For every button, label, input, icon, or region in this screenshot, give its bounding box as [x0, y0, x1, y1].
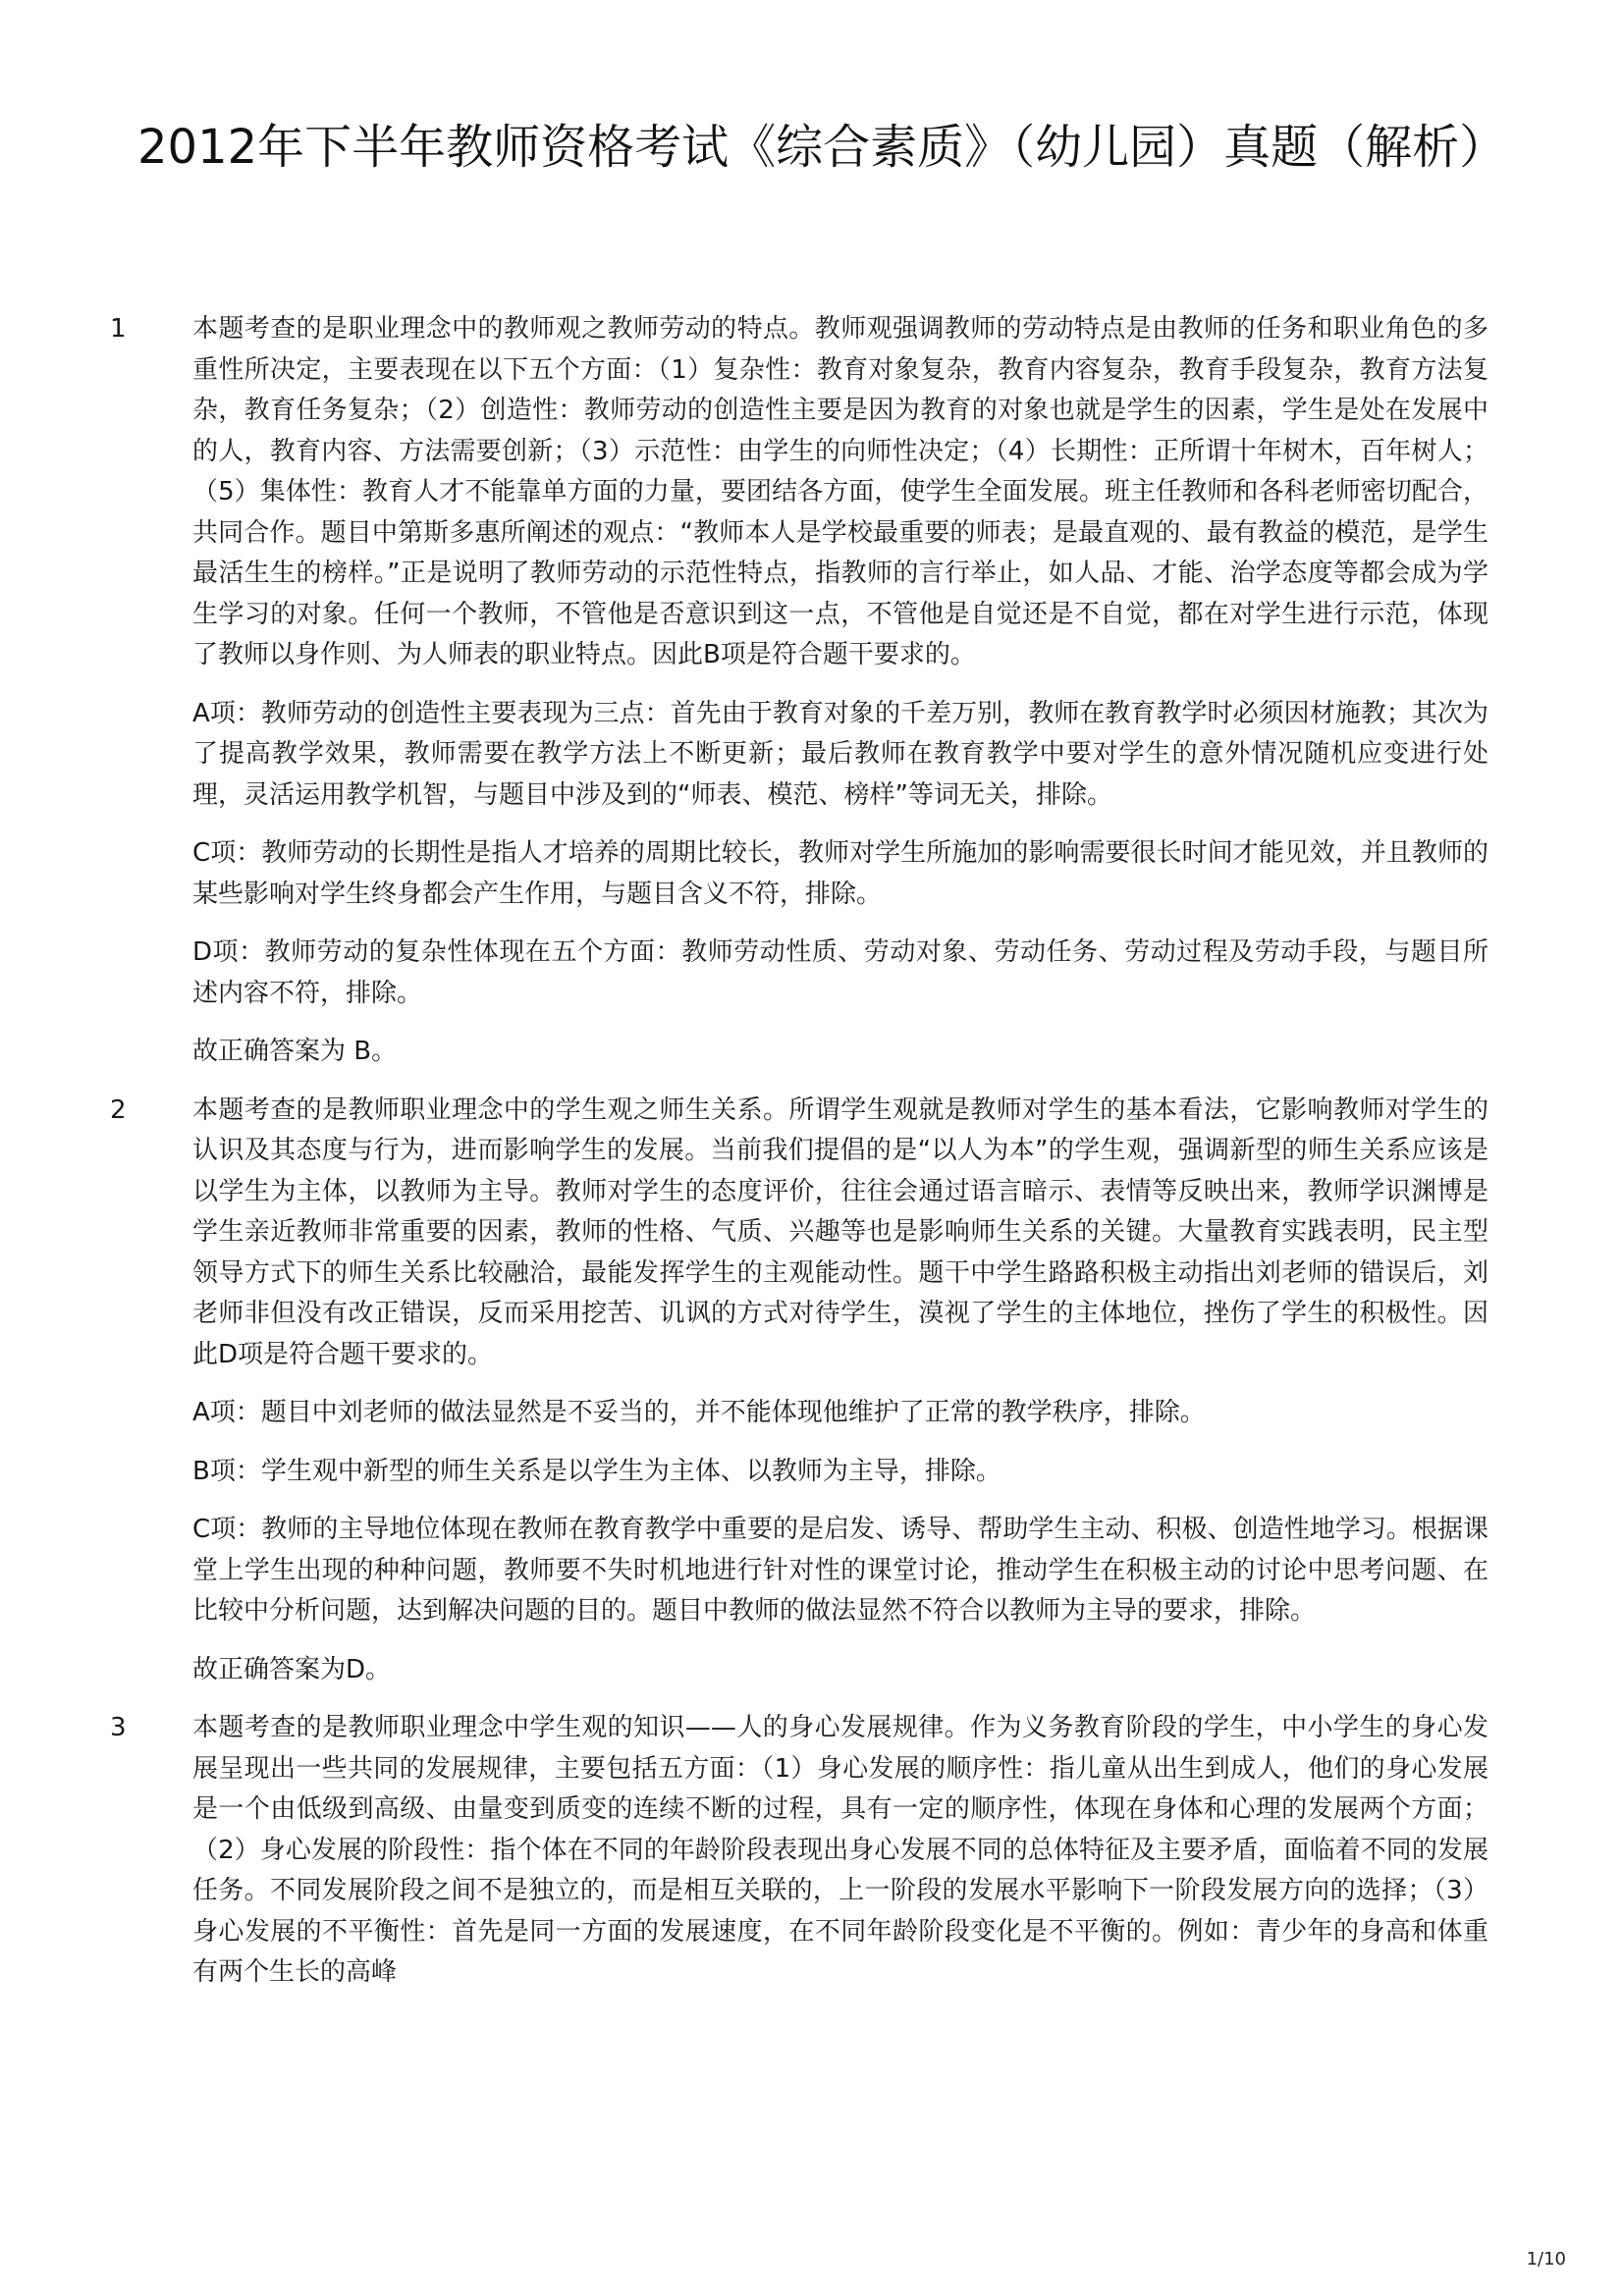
correct-answer: 故正确答案为D。	[192, 1654, 392, 1684]
explanation-paragraph: 本题考查的是职业理念中的教师观之教师劳动的特点。教师观强调教师的劳动特点是由教师的任务和职业角色的多重性所决定，主要表现在以下五个方面：（1）复杂性：教育对象复杂，教育内容复杂，教育手段复杂，教育方法复杂，教育任务复杂；（2）创造性：教师劳动的创造性主要是因为教育的对象也就是学生的因素，学生是处在发展中的人，教育内容、方法需要创新；（3）示范性：由学生的向师性决定；（4）长期性：正所谓十年树木，百年树人；（5）集体性：教育人才不能靠单方面的力量，要团结各方面，使学生全面发展。班主任教师和各科老师密切配合，共同合作。题目中第斯多惠所阐述的观点：“教师本人是学校最重要的师表；是最直观的、最有教益的模范，是学生最活生生的榜样。”正是说明了教师劳动的示范性特点，指教师的言行举止，如人品、才能、治学态度等都会成为学生学习的对象。任何一个教师，不管他是否意识到这一点，不管他是自觉还是不自觉，都在对学生进行示范，体现了教师以身作则、为人师表的职业特点。因此B项是符合题干要求的。	[192, 314, 1488, 669]
answer-item-2	[0, 1091, 1623, 1691]
option-c-analysis: C项：教师劳动的长期性是指人才培养的周期比较长，教师对学生所施加的影响需要很长时间才能见效，并且教师的某些影响对学生终身都会产生作用，与题目含义不符，排除。	[192, 838, 1488, 909]
question-number: 3	[110, 1713, 127, 1742]
answer-item-3	[0, 1708, 1623, 1994]
option-a-analysis: A项：题目中刘老师的做法显然是不妥当的，并不能体现他维护了正常的教学秩序，排除。	[192, 1398, 1206, 1427]
document-title: 2012年下半年教师资格考试《综合素质》（幼儿园）真题（解析）	[137, 120, 1507, 175]
option-c-analysis: C项：教师的主导地位体现在教师在教育教学中重要的是启发、诱导、帮助学生主动、积极、创造性地学习。根据课堂上学生出现的种种问题，教师要不失时机地进行针对性的课堂讨论，推动学生在积极主动的讨论中思考问题、在比较中分析问题，达到解决问题的目的。题目中教师的做法显然不符合以教师为主导的要求，排除。	[192, 1515, 1488, 1626]
explanation-paragraph: 本题考查的是教师职业理念中的学生观之师生关系。所谓学生观就是教师对学生的基本看法，它影响教师对学生的认识及其态度与行为，进而影响学生的发展。当前我们提倡的是“以人为本”的学生观，强调新型的师生关系应该是以学生为主体，以教师为主导。教师对学生的态度评价，往往会通过语言暗示、表情等反映出来，教师学识渊博是学生亲近教师非常重要的因素，教师的性格、气质、兴趣等也是影响师生关系的关键。大量教育实践表明，民主型领导方式下的师生关系比较融洽，最能发挥学生的主观能动性。题干中学生路路积极主动指出刘老师的错误后，刘老师非但没有改正错误，反而采用挖苦、讥讽的方式对待学生，漠视了学生的主体地位，挫伤了学生的积极性。因此D项是符合题干要求的。	[192, 1095, 1488, 1369]
answer-item-1	[0, 309, 1623, 1073]
question-number: 2	[110, 1095, 127, 1125]
option-d-analysis: D项：教师劳动的复杂性体现在五个方面：教师劳动性质、劳动对象、劳动任务、劳动过程及劳动手段，与题目所述内容不符，排除。	[192, 937, 1488, 1008]
page-number: 1/10	[1526, 2249, 1566, 2269]
answer-list	[0, 309, 1623, 2011]
correct-answer: 故正确答案为 B。	[192, 1037, 398, 1066]
option-a-analysis: A项：教师劳动的创造性主要表现为三点：首先由于教育对象的千差万别，教师在教育教学时必须因材施教；其次为了提高教学效果，教师需要在教学方法上不断更新；最后教师在教育教学中要对学生的意外情况随机应变进行处理，灵活运用教学机智，与题目中涉及到的“师表、模范、榜样”等词无关，排除。	[192, 698, 1488, 810]
explanation-paragraph: 本题考查的是教师职业理念中学生观的知识——人的身心发展规律。作为义务教育阶段的学生，中小学生的身心发展呈现出一些共同的发展规律，主要包括五方面：（1）身心发展的顺序性：指儿童从出生到成人，他们的身心发展是一个由低级到高级、由量变到质变的连续不断的过程，具有一定的顺序性，体现在身体和心理的发展两个方面；（2）身心发展的阶段性：指个体在不同的年龄阶段表现出身心发展不同的总体特征及主要矛盾，面临着不同的发展任务。不同发展阶段之间不是独立的，而是相互关联的，上一阶段的发展水平影响下一阶段发展方向的选择；（3）身心发展的不平衡性：首先是同一方面的发展速度，在不同年龄阶段变化是不平衡的。例如：青少年的身高和体重有两个生长的高峰	[192, 1713, 1488, 1987]
option-b-analysis: B项：学生观中新型的师生关系是以学生为主体、以教师为主导，排除。	[192, 1456, 1001, 1486]
question-number: 1	[110, 314, 127, 344]
